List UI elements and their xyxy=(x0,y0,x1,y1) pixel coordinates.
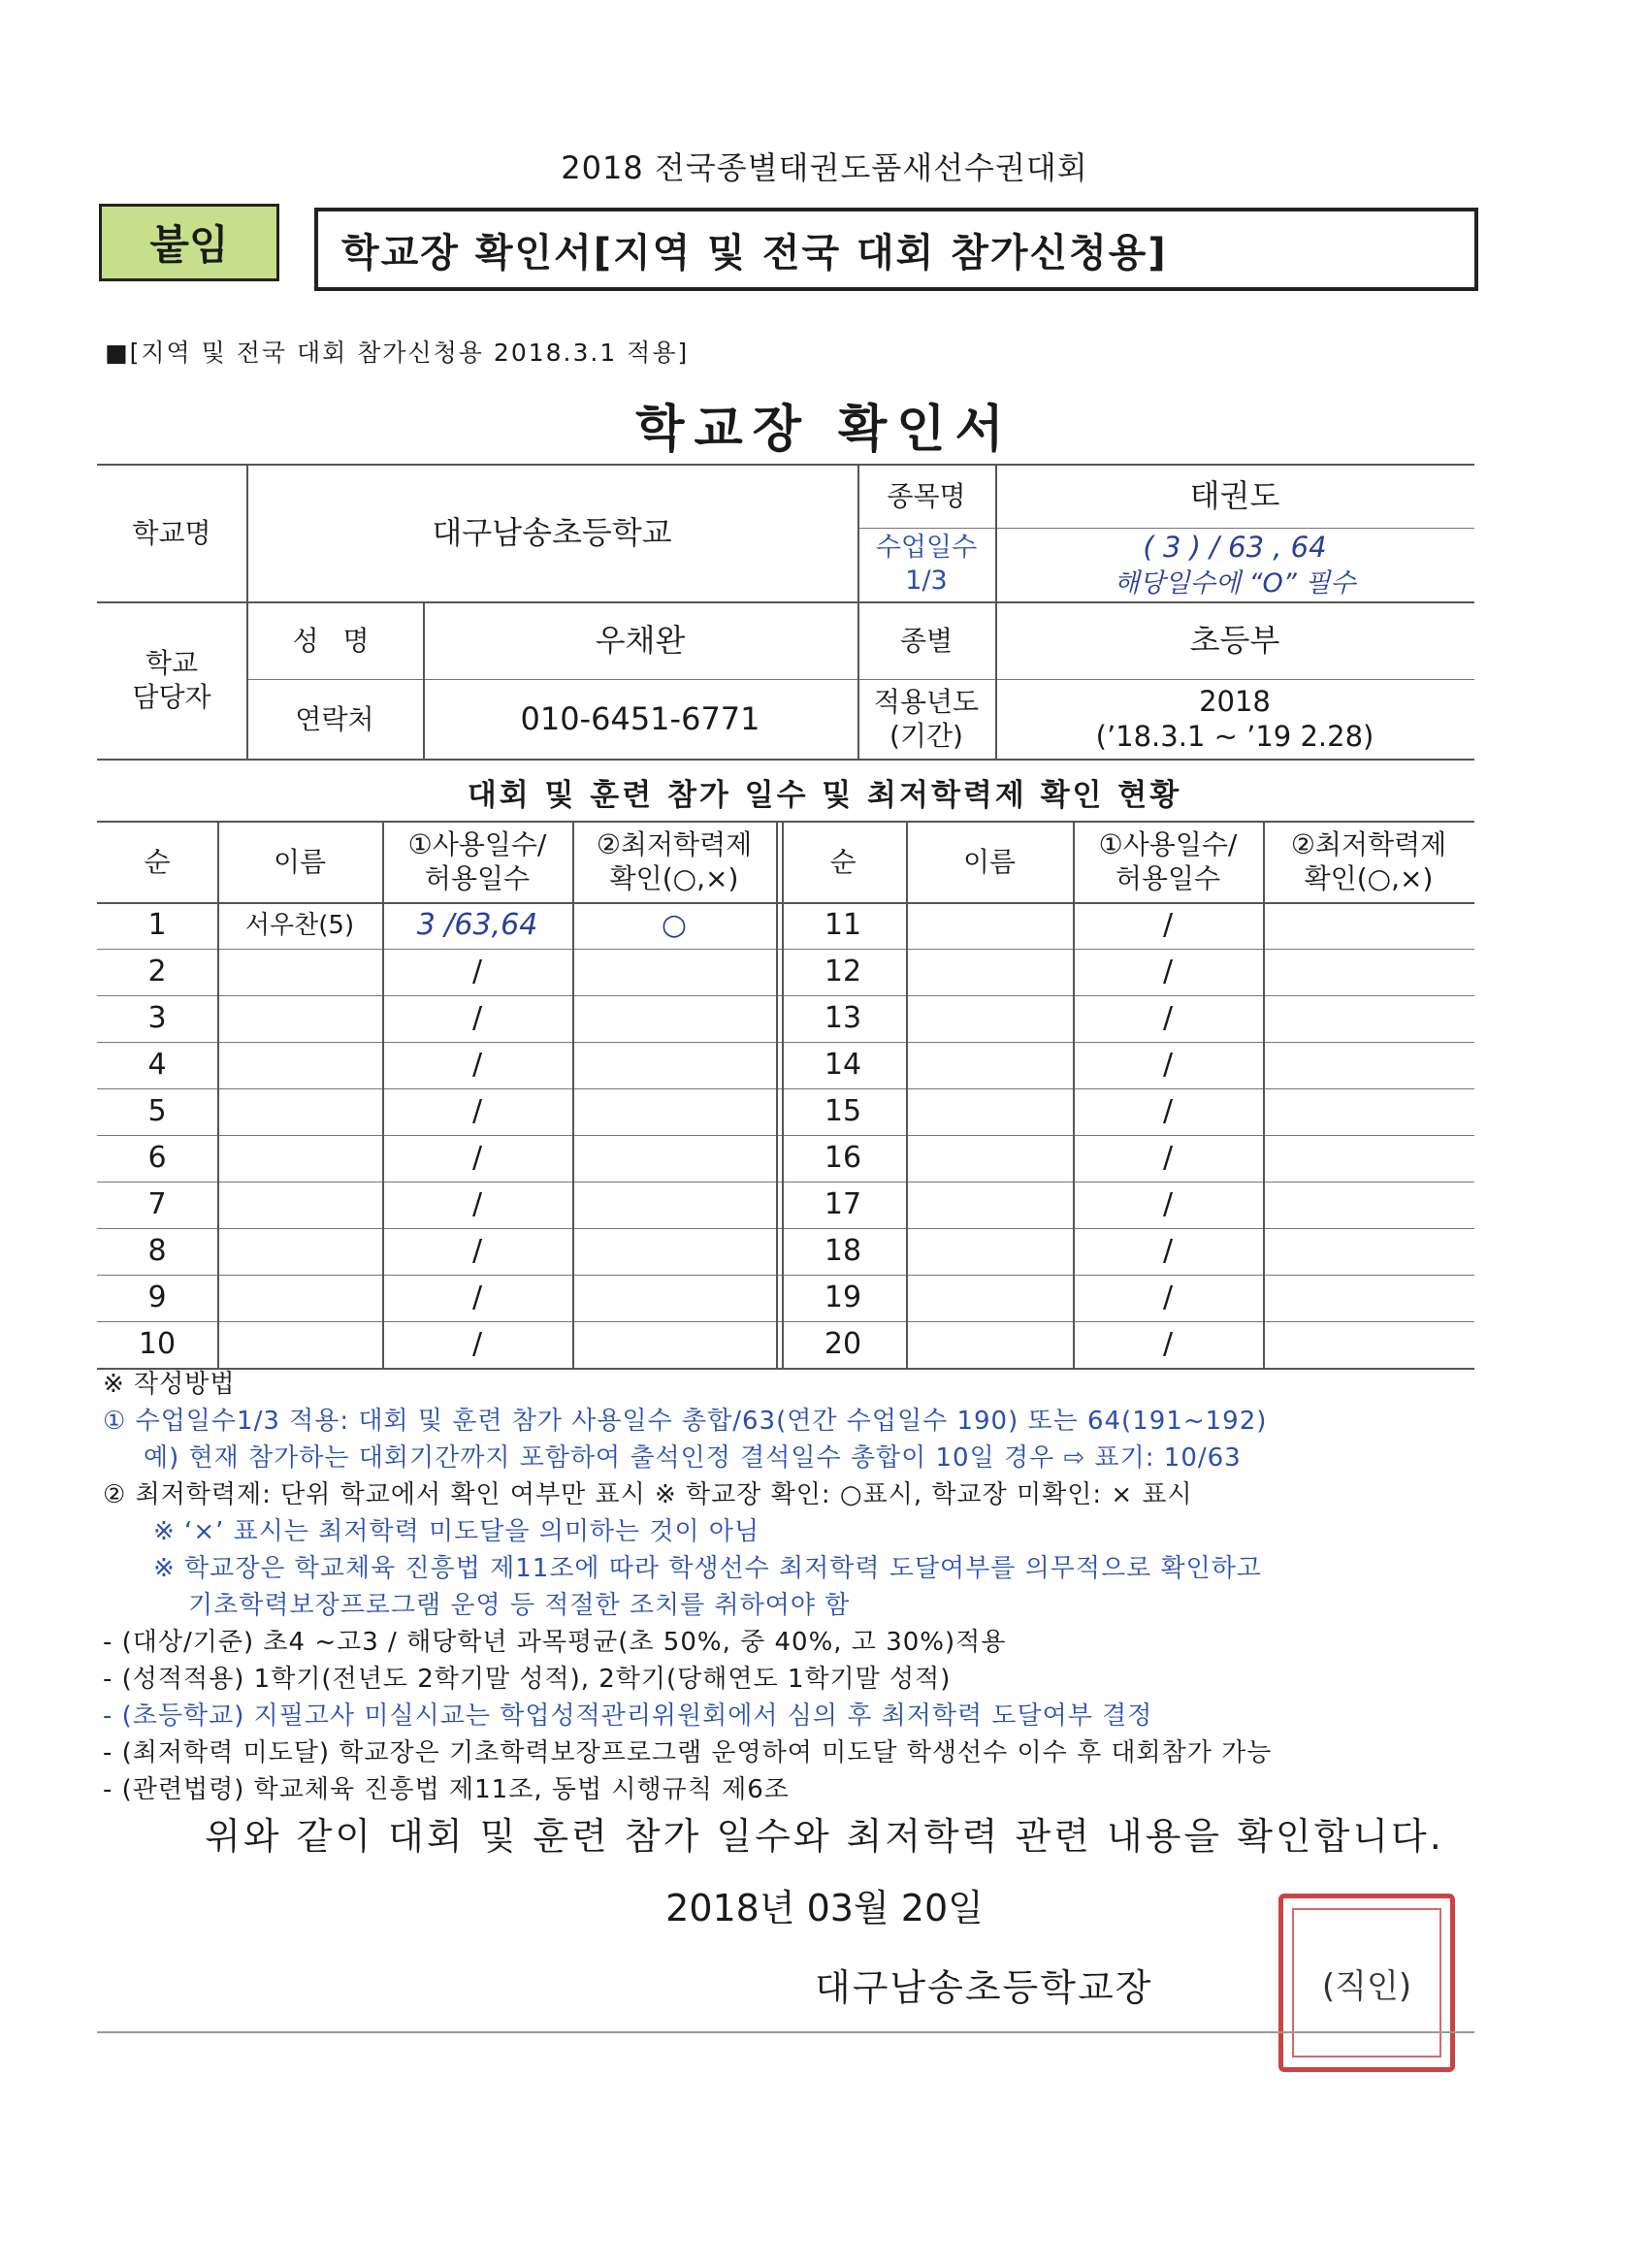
table-cell-no: 8 xyxy=(147,1234,167,1269)
table-cell-days: / xyxy=(1162,1187,1174,1222)
table-header: 이름 xyxy=(273,845,327,878)
table-cell-days: / xyxy=(1162,1141,1174,1176)
table-cell-days: / xyxy=(1162,955,1174,989)
detail-2: - (성적적용) 1학기(전년도 2학기말 성적), 2학기(당해연도 1학기말 성적) xyxy=(103,1665,952,1694)
table-cell-no: 18 xyxy=(824,1234,862,1269)
table-header: ①사용일수/ 허용일수 xyxy=(407,828,547,894)
form-title: 학교장 확인서[지역 및 전국 대회 참가신청용] xyxy=(314,208,1478,291)
school-name-label: 학교명 xyxy=(132,516,211,549)
name-label: 성 명 xyxy=(292,624,377,657)
table-cell-no: 19 xyxy=(824,1280,862,1315)
note-1-example: 예) 현재 참가하는 대회기간까지 포함하여 출석인정 결석일수 총합이 10일 경우 ⇨ 표기: 10/63 xyxy=(144,1443,1242,1473)
table-cell-check: ○ xyxy=(661,908,688,943)
table-cell-days: / xyxy=(471,1048,483,1083)
table-header: ②최저학력제 확인(○,×) xyxy=(596,828,753,894)
table-cell-days: / xyxy=(471,1141,483,1176)
table-cell-days: / xyxy=(1162,1234,1174,1269)
table-cell-name xyxy=(906,902,1073,949)
contact-person-label: 학교 담당자 xyxy=(132,647,211,713)
table-cell-check xyxy=(1263,902,1474,949)
attachment-tag: 붙임 xyxy=(99,204,279,281)
table-cell-name xyxy=(217,1042,382,1088)
table-cell-days: / xyxy=(471,1280,483,1315)
seal-label: (직인) xyxy=(1292,1908,1441,2057)
table-cell-days: / xyxy=(1162,1280,1174,1315)
note-4-cont: 기초학력보장프로그램 운영 등 적절한 조치를 취하여야 함 xyxy=(188,1591,851,1620)
table-cell-no: 9 xyxy=(147,1280,167,1315)
bottom-rule xyxy=(97,2031,1474,2033)
table-cell-check xyxy=(1263,1182,1474,1228)
detail-5: - (관련법령) 학교체육 진흥법 제11조, 동법 시행규칙 제6조 xyxy=(103,1775,790,1804)
table-cell-name xyxy=(906,949,1073,995)
table-cell-name xyxy=(217,995,382,1042)
table-cell-check xyxy=(572,1228,776,1275)
principal-signature: 대구남송초등학교장 xyxy=(815,1966,1153,2009)
table-header: 순 xyxy=(829,845,857,878)
table-header: 순 xyxy=(144,845,171,878)
note-3: ※ ‘×’ 표시는 최저학력 미도달을 의미하는 것이 아님 xyxy=(153,1517,760,1546)
category-value: 초등부 xyxy=(1189,622,1280,659)
table-cell-check xyxy=(1263,1275,1474,1321)
table-cell-days: / xyxy=(471,1234,483,1269)
table-cell-name xyxy=(906,1321,1073,1368)
name-value: 우채완 xyxy=(595,622,686,659)
category-label: 종별 xyxy=(899,624,954,657)
table-cell-check xyxy=(1263,1228,1474,1275)
form-subnote: ■[지역 및 전국 대회 참가신청용 2018.3.1 적용] xyxy=(105,339,690,367)
table-cell-no: 10 xyxy=(138,1327,177,1362)
table-cell-check xyxy=(572,1088,776,1135)
table-cell-days: / xyxy=(1162,1327,1174,1362)
table-cell-name xyxy=(217,1135,382,1182)
table-cell-no: 12 xyxy=(824,955,862,989)
table-cell-check xyxy=(1263,949,1474,995)
table-cell-no: 13 xyxy=(824,1001,862,1036)
sport-value: 태권도 xyxy=(1189,477,1280,514)
table-cell-check xyxy=(1263,1042,1474,1088)
detail-3: - (초등학교) 지필고사 미실시교는 학업성적관리위원회에서 심의 후 최저학력 도달여부 결정 xyxy=(103,1701,1153,1731)
sport-label: 종목명 xyxy=(887,479,966,512)
table-cell-days: / xyxy=(471,1187,483,1222)
year-value: 2018 (’18.3.1 ~ ’19 2.28) xyxy=(1095,684,1374,753)
table-cell-days: / xyxy=(1162,1048,1174,1083)
school-name-value: 대구남송초등학교 xyxy=(432,514,672,551)
table-cell-name xyxy=(217,1182,382,1228)
table-cell-no: 1 xyxy=(147,908,167,943)
table-cell-name xyxy=(906,1228,1073,1275)
table-cell-no: 4 xyxy=(147,1048,167,1083)
school-days-value: ( 3 ) / 63 , 64 xyxy=(1143,530,1327,564)
event-title: 2018 전국종별태권도품새선수권대회 xyxy=(561,149,1088,186)
table-cell-no: 16 xyxy=(824,1141,862,1176)
table-cell-check xyxy=(1263,995,1474,1042)
table-cell-check xyxy=(572,1042,776,1088)
table-cell-name xyxy=(906,1135,1073,1182)
table-cell-no: 14 xyxy=(824,1048,862,1083)
phone-value: 010-6451-6771 xyxy=(520,700,760,737)
table-cell-no: 20 xyxy=(824,1327,862,1362)
detail-4: - (최저학력 미도달) 학교장은 기초학력보장프로그램 운영하여 미도달 학생선수 이수 후 대회참가 가능 xyxy=(103,1738,1273,1767)
table-cell-name xyxy=(217,1088,382,1135)
table-cell-days: 3 /63,64 xyxy=(416,908,538,943)
table-cell-name xyxy=(217,949,382,995)
section-title: 대회 및 훈련 참가 일수 및 최저학력제 확인 현황 xyxy=(467,778,1182,813)
table-cell-check xyxy=(1263,1321,1474,1368)
table-cell-no: 5 xyxy=(147,1094,167,1129)
table-cell-check xyxy=(572,1135,776,1182)
note-2: ② 최저학력제: 단위 학교에서 확인 여부만 표시 ※ 학교장 확인: ○표시, 학교장 미확인: × 표시 xyxy=(103,1480,1193,1509)
rule xyxy=(776,821,778,1368)
table-cell-check xyxy=(572,1275,776,1321)
table-cell-name xyxy=(906,1042,1073,1088)
table-cell-no: 11 xyxy=(824,908,862,943)
table-cell-check xyxy=(572,1321,776,1368)
table-header: ②최저학력제 확인(○,×) xyxy=(1290,828,1447,894)
table-cell-name: 서우찬(5) xyxy=(244,910,355,940)
instructions-heading: ※ 작성방법 xyxy=(103,1370,236,1399)
table-cell-days: / xyxy=(1162,1094,1174,1129)
table-cell-days: / xyxy=(1162,908,1174,943)
table-header: ①사용일수/ 허용일수 xyxy=(1098,828,1238,894)
table-cell-name xyxy=(906,1182,1073,1228)
table-cell-days: / xyxy=(471,1327,483,1362)
table-cell-check xyxy=(1263,1135,1474,1182)
table-cell-days: / xyxy=(471,1001,483,1036)
table-cell-name xyxy=(217,1275,382,1321)
year-label: 적용년도 (기간) xyxy=(873,686,980,752)
table-cell-days: / xyxy=(471,1094,483,1129)
table-cell-days: / xyxy=(1162,1001,1174,1036)
table-cell-no: 3 xyxy=(147,1001,167,1036)
table-cell-no: 6 xyxy=(147,1141,167,1176)
table-cell-name xyxy=(906,1275,1073,1321)
table-header: 이름 xyxy=(962,845,1017,878)
table-cell-no: 2 xyxy=(147,955,167,989)
note-1: ① 수업일수1/3 적용: 대회 및 훈련 참가 사용일수 총합/63(연간 수업일수 190) 또는 64(191~192) xyxy=(103,1407,1268,1436)
table-cell-check xyxy=(572,1182,776,1228)
table-cell-name xyxy=(217,1321,382,1368)
school-days-label: 수업일수 1/3 xyxy=(875,533,978,596)
signed-date: 2018년 03월 20일 xyxy=(665,1887,984,1929)
document-title: 학교장 확인서 xyxy=(635,401,1014,459)
school-days-note: 해당일수에 “O” 필수 xyxy=(1114,568,1356,599)
table-cell-name xyxy=(217,1228,382,1275)
table-cell-no: 7 xyxy=(147,1187,167,1222)
table-cell-check xyxy=(1263,1088,1474,1135)
table-cell-days: / xyxy=(471,955,483,989)
phone-label: 연락처 xyxy=(295,702,374,735)
table-cell-no: 17 xyxy=(824,1187,862,1222)
table-cell-no: 15 xyxy=(824,1094,862,1129)
note-4: ※ 학교장은 학교체육 진흥법 제11조에 따라 학생선수 최저학력 도달여부를 의무적으로 확인하고 xyxy=(153,1554,1262,1583)
table-cell-check xyxy=(572,995,776,1042)
table-cell-check xyxy=(572,949,776,995)
table-cell-name xyxy=(906,1088,1073,1135)
rule xyxy=(97,759,1474,761)
confirmation-statement: 위와 같이 대회 및 훈련 참가 일수와 최저학력 관련 내용을 확인합니다. xyxy=(205,1815,1444,1858)
table-cell-name xyxy=(906,995,1073,1042)
instructions xyxy=(103,1366,1519,1808)
official-seal xyxy=(1278,1894,1455,2072)
detail-1: - (대상/기준) 초4 ~고3 / 해당학년 과목평균(초 50%, 중 40%, 고 30%)적용 xyxy=(103,1628,1007,1657)
